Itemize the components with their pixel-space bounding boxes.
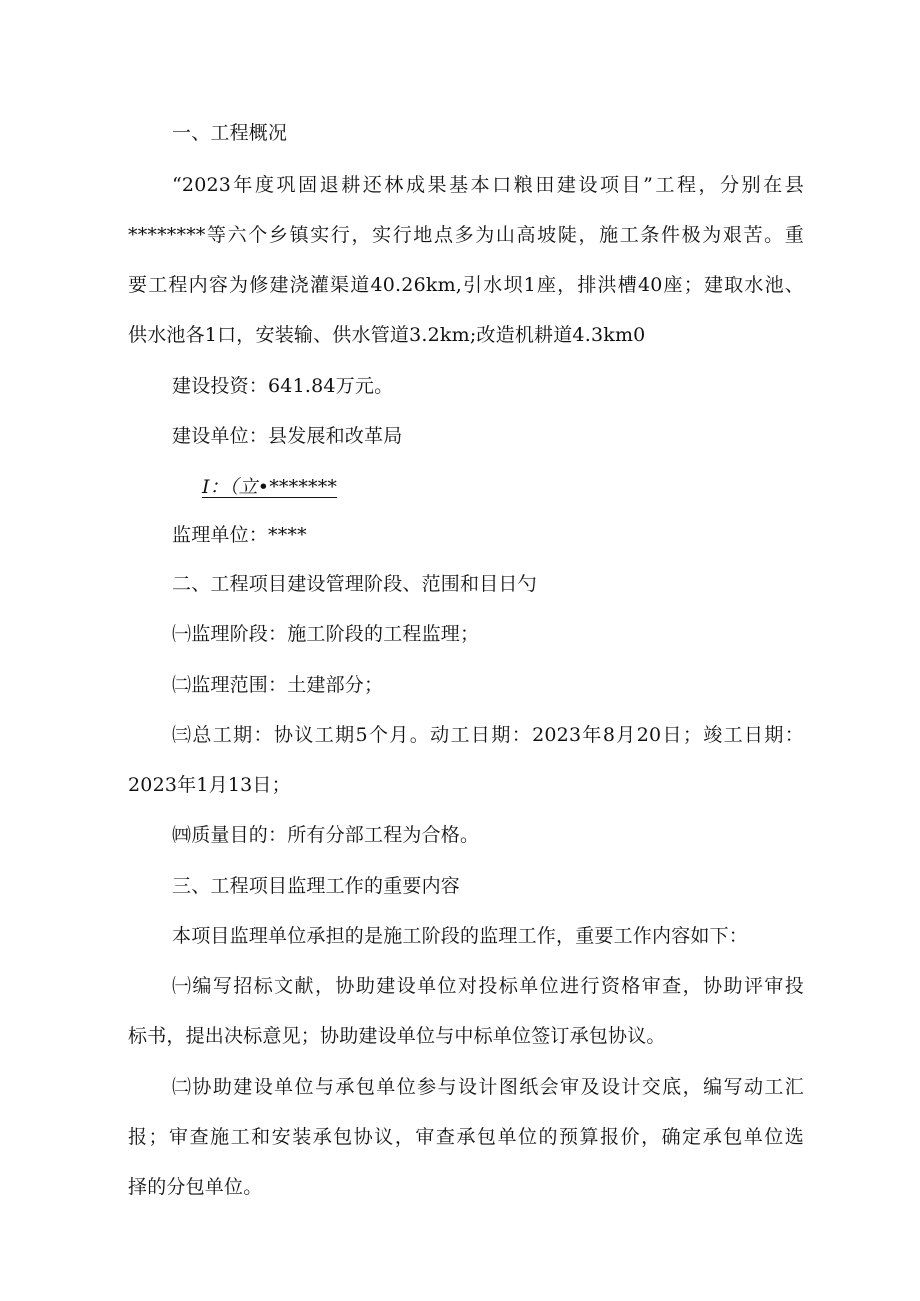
list-item-continuation: 报；审查施工和安装承包协议，审查承包单位的预算报价，确定承包单位选	[128, 1126, 804, 1148]
supervision-unit-line: 监理单位：****	[172, 524, 307, 546]
list-item: ㈣质量目的：所有分部工程为合格。	[172, 824, 480, 846]
garbled-line: I：（立•*******	[202, 476, 338, 498]
list-item-continuation: 择的分包单位。	[128, 1176, 263, 1198]
list-item-continuation: 标书，提出决标意见；协助建设单位与中标单位签订承包协议。	[128, 1025, 666, 1047]
list-item: ㈡协助建设单位与承包单位参与设计图纸会审及设计交底，编写动工汇	[172, 1076, 804, 1098]
list-item: ㈡监理范围：土建部分；	[172, 674, 384, 696]
investment-line: 建设投资：641.84万元。	[172, 375, 394, 397]
section-heading-1: 一、工程概况	[172, 122, 288, 144]
list-item: ㈠监理阶段：施工阶段的工程监理；	[172, 623, 480, 645]
list-item: ㈠编写招标文献，协助建设单位对投标单位进行资格审查，协助评审投	[172, 975, 804, 997]
paragraph-line: “2023年度巩固退耕还林成果基本口粮田建设项目”工程，分别在县	[172, 174, 804, 196]
section-heading-2: 二、工程项目建设管理阶段、范围和目日勺	[172, 573, 537, 595]
paragraph-line: 本项目监理单位承担的是施工阶段的监理工作，重要工作内容如下：	[172, 925, 749, 947]
paragraph-line: 要工程内容为修建浇灌渠道40.26km,引水坝1座，排洪槽40座；建取水池、	[128, 274, 804, 296]
construction-unit-line: 建设单位：县发展和改革局	[172, 425, 403, 447]
list-item-continuation: 2023年1月13日；	[128, 774, 291, 796]
paragraph-line: 供水池各1口，安装输、供水管道3.2km;改造机耕道4.3km0	[128, 324, 646, 346]
list-item: ㈢总工期：协议工期5个月。动工日期：2023年8月20日；竣工日期：	[172, 724, 804, 746]
section-heading-3: 三、工程项目监理工作的重要内容	[172, 875, 461, 897]
paragraph-line: ********等六个乡镇实行，实行地点多为山高坡陡，施工条件极为艰苦。重	[128, 224, 804, 246]
